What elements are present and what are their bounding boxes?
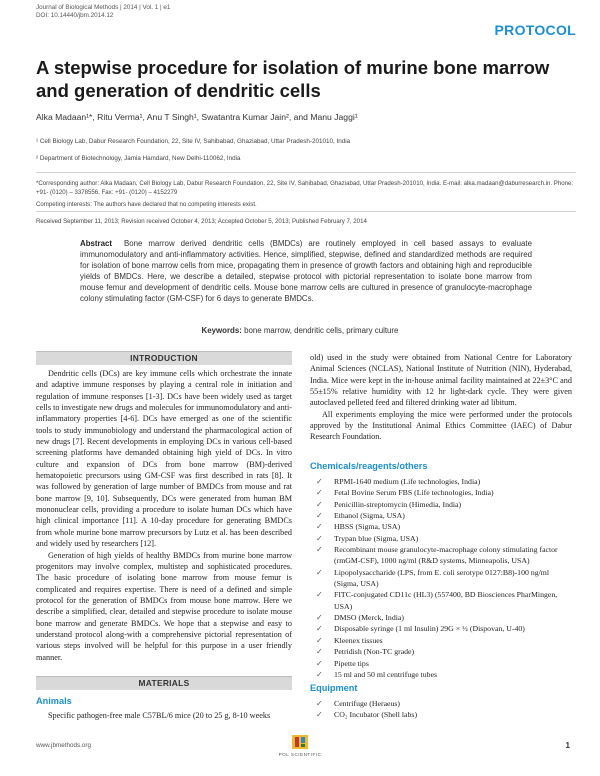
check-icon: ✓ [316, 545, 323, 555]
chemical-item-text: FITC-conjugated CD11c (HL3) (557400, BD Biosciences PharMingen, USA) [334, 590, 558, 611]
chemical-item [310, 476, 572, 487]
chemical-item-text: Disposable syringe (1 ml Insulin) 29G × ½ (Dispovan, U-40) [334, 624, 525, 634]
check-icon: ✓ [316, 658, 323, 668]
page-number: 1 [565, 741, 570, 750]
right-column-body [310, 352, 572, 443]
chemical-item-text: Petridish (Non-TC grade) [334, 647, 415, 657]
introduction-paragraph-1: Dendritic cells (DCs) are key immune cells which orchestrate the innate and adaptive immune responses by playing a central role in initiation and regulation of immune responses [1-3]. DCs have been widely used as target cells to investigate new drugs and molecules for immunomodulatory and anti-inflammatory properties [4-6]. DCs have emerged as one of the scientific tools to study immunobiology and understand the pharmacological action of new drugs [7]. Recent developments in employing DCs in various cell-based screening platforms have demanded obtaining high yield of DCs. In vitro culture and expansion of DCs from bone marrow (BM)-derived hematopoietic precursors using GM-CSF was first described in rats [8]. It was followed by generation of large number of BMDCs from mouse and rat bone marrow [9, 10]. Subsequently, DCs were generated from human BM mononuclear cells, providing a procedure to isolate human DCs which have high clinical importance [11]. A 10-day procedure for generating BMDCs from whole murine bone marrow precursors by Lutz et al. has been described and widely used by researchers [12]. [36, 369, 292, 549]
protocol-label: PROTOCOL [494, 22, 576, 38]
divider [36, 211, 576, 212]
chemical-item [310, 510, 572, 521]
check-icon: ✓ [316, 522, 323, 532]
chemical-item-text: RPMI-1640 medium (Life technologies, India) [334, 477, 481, 486]
journal-meta [36, 4, 170, 21]
chemical-item-text: Lipopolysaccharide (LPS, from E. coli serotype 0127:B8)-100 ng/ml (Sigma, USA) [334, 567, 550, 589]
chemical-item [310, 533, 572, 544]
chemical-item-text: Pipette tips [334, 658, 369, 668]
equipment-list [310, 698, 572, 721]
equipment-item [310, 709, 572, 720]
dates: Received September 11, 2013; Revision received October 4, 2013; Accepted October 5, 2013; Published February 7, 2014 [36, 218, 367, 225]
publisher-name: POL SCIENTIFIC [278, 752, 322, 757]
chemical-item [310, 669, 572, 680]
chemical-item-text: DMSO (Merck, India) [334, 613, 404, 623]
check-icon: ✓ [316, 699, 323, 708]
animals-text [36, 710, 292, 721]
chemical-item-text: Ethanol (Sigma, USA) [334, 511, 405, 521]
abstract-text: Bone marrow derived dendritic cells (BMDCs) are routinely employed in cell based assays to evaluate immunomodulatory and anti-inflammatory activities. Hence, simplified, stepwise, defined and standardized methods are required for isolation of bone marrow cells from mice, propagating them in presence of growth factors and obtaining high and reproducible yields of BMDCs. Here, we describe a detailed, stepwise protocol with pictorial representation to isolate bone marrow from mouse femur and development of dendritic cells. Mouse bone marrow cells are cultured in presence of granulocyte-macrophage colony stimulating factor (GM-CSF) for 6 days to generate BMDCs. [80, 239, 532, 304]
chemicals-list-items [310, 476, 572, 680]
keywords-label: Keywords: [201, 326, 242, 335]
introduction-body [36, 368, 292, 663]
equipment-item [310, 698, 572, 709]
abstract-label: Abstract [80, 239, 113, 248]
chemical-item [310, 567, 572, 590]
check-icon: ✓ [316, 499, 323, 509]
introduction-paragraph-2: Generation of high yields of healthy BMDCs from murine bone marrow progenitors may involve complex, multistep and sophisticated procedures. The basic procedure of isolating bone marrow from mouse femur is complicated and requires expertise. There is need of a defined and simple protocol for the generation of BMDCs from mouse bone marrow. Here we describe a simplified, clear, detailed and stepwise procedure to isolate mouse bone marrow and generate BMDCs. We hope that a stepwise and easy to understand protocol along-with a comprehensive pictorial representation of various steps involved will be helpful for this purpose in a user friendly manner. [36, 550, 292, 662]
animals-heading: Animals [36, 696, 72, 706]
animals-paragraph: Specific pathogen-free male C57BL/6 mice (20 to 25 g, 8-10 weeks [48, 711, 271, 720]
introduction-heading: INTRODUCTION [36, 351, 292, 365]
check-icon: ✓ [316, 488, 323, 498]
check-icon: ✓ [316, 710, 323, 720]
divider [36, 172, 576, 173]
chemical-item [310, 658, 572, 669]
equipment-list-items [310, 698, 572, 721]
affiliation-1: ¹ Cell Biology Lab, Dabur Research Foundation, 22, Site IV, Sahibabad, Ghaziabad, Uttar Pradesh-201010, India [36, 138, 351, 145]
chemical-item [310, 487, 572, 498]
chemical-item [310, 635, 572, 646]
chemical-item-text: Trypan blue (Sigma, USA) [334, 533, 419, 543]
correspondence: *Corresponding author: Alka Madaan, Cell Biology Lab, Dabur Research Foundation, 22, Site IV, Sahibabad, Ghaziabad, Uttar Pradesh-201010, India. E-mail: alka.madaan@daburresearch.in. Phone: +91- (0120) – 3378556, Fax: +91- (0120) – 4152279 [36, 180, 574, 196]
journal-meta-line1: Journal of Biological Methods | 2014 | Vol. 1 | e1 [36, 4, 171, 11]
chemical-item [310, 589, 572, 612]
authors: Alka Madaan¹*, Ritu Verma¹, Anu T Singh¹, Swatantra Kumar Jain², and Manu Jaggi¹ [36, 112, 358, 122]
chemical-item [310, 612, 572, 623]
ethics-paragraph: All experiments employing the mice were performed under the protocols approved by the Institutional Animal Ethics Committee (IAEC) of Dabur Research Foundation. [310, 409, 572, 442]
check-icon: ✓ [316, 567, 323, 577]
check-icon: ✓ [316, 635, 323, 645]
chemical-item [310, 544, 572, 567]
chemicals-heading: Chemicals/reagents/others [310, 461, 428, 471]
abstract [80, 238, 532, 305]
check-icon: ✓ [316, 533, 323, 543]
publisher-logo-icon [290, 734, 310, 750]
article-title: A stepwise procedure for isolation of murine bone marrow and generation of dendritic cells [36, 57, 550, 101]
keywords [0, 326, 600, 335]
chemical-item-text: Kleenex tissues [334, 635, 383, 645]
check-icon: ✓ [316, 613, 323, 623]
chemical-item-text: Recombinant mouse granulocyte-macrophage colony stimulating factor (rmGM-CSF), 1000 ng/ml (R&D systems, Minneapolis, USA) [334, 545, 558, 566]
equipment-item-text: Centrifuge (Heraeus) [334, 699, 401, 708]
keywords-text: bone marrow, dendritic cells, primary culture [244, 326, 399, 335]
check-icon: ✓ [316, 647, 323, 657]
materials-heading: MATERIALS [36, 676, 292, 690]
chemical-item [310, 646, 572, 657]
check-icon: ✓ [316, 669, 323, 679]
chemical-item-text: Fetal Bovine Serum FBS (Life technologies, India) [334, 488, 494, 498]
chemical-item [310, 499, 572, 510]
equipment-heading: Equipment [310, 683, 358, 693]
equipment-item-text: CO₂ Incubator (Shell labs) [334, 710, 418, 720]
chemical-item [310, 623, 572, 634]
chemical-item [310, 521, 572, 532]
check-icon: ✓ [316, 477, 323, 486]
animals-continuation: old) used in the study were obtained from National Centre for Laboratory Animal Sciences (NCLAS), National Institute of Nutrition (NIN), Hyderabad, India. Mice were kept in the in-house animal facility maintained at 22±3°C and 55±15% relative humidity with 12 hr light-dark cycle. They were given autoclaved pelleted feed and filtered drinking water ad libitum. [310, 353, 572, 408]
check-icon: ✓ [316, 590, 323, 600]
check-icon: ✓ [316, 511, 323, 521]
footer-url[interactable]: www.jbmethods.org [36, 742, 91, 749]
chemical-item-text: 15 ml and 50 ml centrifuge tubes [334, 669, 438, 679]
check-icon: ✓ [316, 624, 323, 634]
doi: DOI: 10.14440/jbm.2014.12 [36, 12, 114, 20]
chemicals-list [310, 476, 572, 680]
chemical-item-text: HBSS (Sigma, USA) [334, 522, 401, 532]
competing-interests: Competing interests: The authors have declared that no competing interests exist. [36, 201, 257, 208]
chemical-item-text: Penicillin-streptomycin (Himedia, India) [334, 499, 462, 509]
affiliation-2: ² Department of Biotechnology, Jamia Hamdard, New Delhi-110062, India [36, 155, 241, 162]
